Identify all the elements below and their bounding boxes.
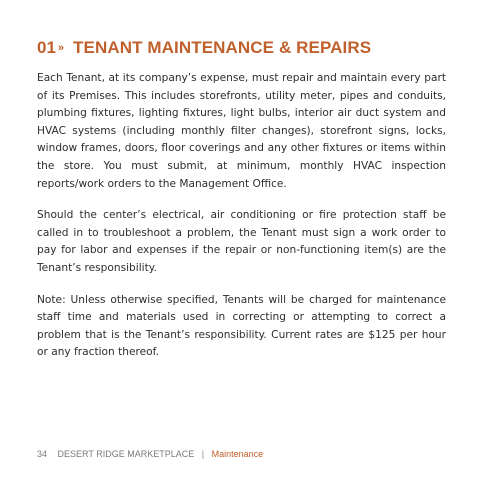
page-number: 34: [37, 449, 48, 459]
section-title: TENANT MAINTENANCE & REPAIRS: [73, 38, 372, 57]
section-heading: [37, 38, 457, 64]
body-text: [37, 70, 446, 376]
page-footer: [37, 449, 263, 459]
section-name: Maintenance: [211, 449, 264, 459]
paragraph-note-rates: Note: Unless otherwise specified, Tenants will be charged for maintenance staff time and materials used in correcting or attempting to correct a problem that is the Tenant’s responsibility. Current rates are $125 per hour or any fraction thereof.: [37, 293, 446, 359]
publication-name: DESERT RIDGE MARKETPLACE: [57, 449, 195, 459]
paragraph-tenant-obligations: Each Tenant, at its company’s expense, must repair and maintain every part of its Premises. This includes storefronts, utility meter, pipes and conduits, plumbing fixtures, lighting fixtures, light bulbs, interior air duct system and HVAC systems (including monthly filter changes), storefront signs, locks, window frames, doors, floor coverings and any other fixtures or items within the store. You must submit, at minimum, monthly HVAC inspection reports/work orders to the Management Office.: [37, 72, 446, 190]
footer-separator: |: [201, 449, 205, 459]
section-number: 01: [37, 38, 56, 57]
paragraph-work-order: Should the center’s electrical, air conditioning or fire protection staff be called in to troubleshoot a problem, the Tenant must sign a work order to pay for labor and expenses if the repair or non-functioning item(s) are the Tenant’s responsibility.: [37, 209, 446, 274]
chevron-icon: »: [57, 42, 65, 54]
